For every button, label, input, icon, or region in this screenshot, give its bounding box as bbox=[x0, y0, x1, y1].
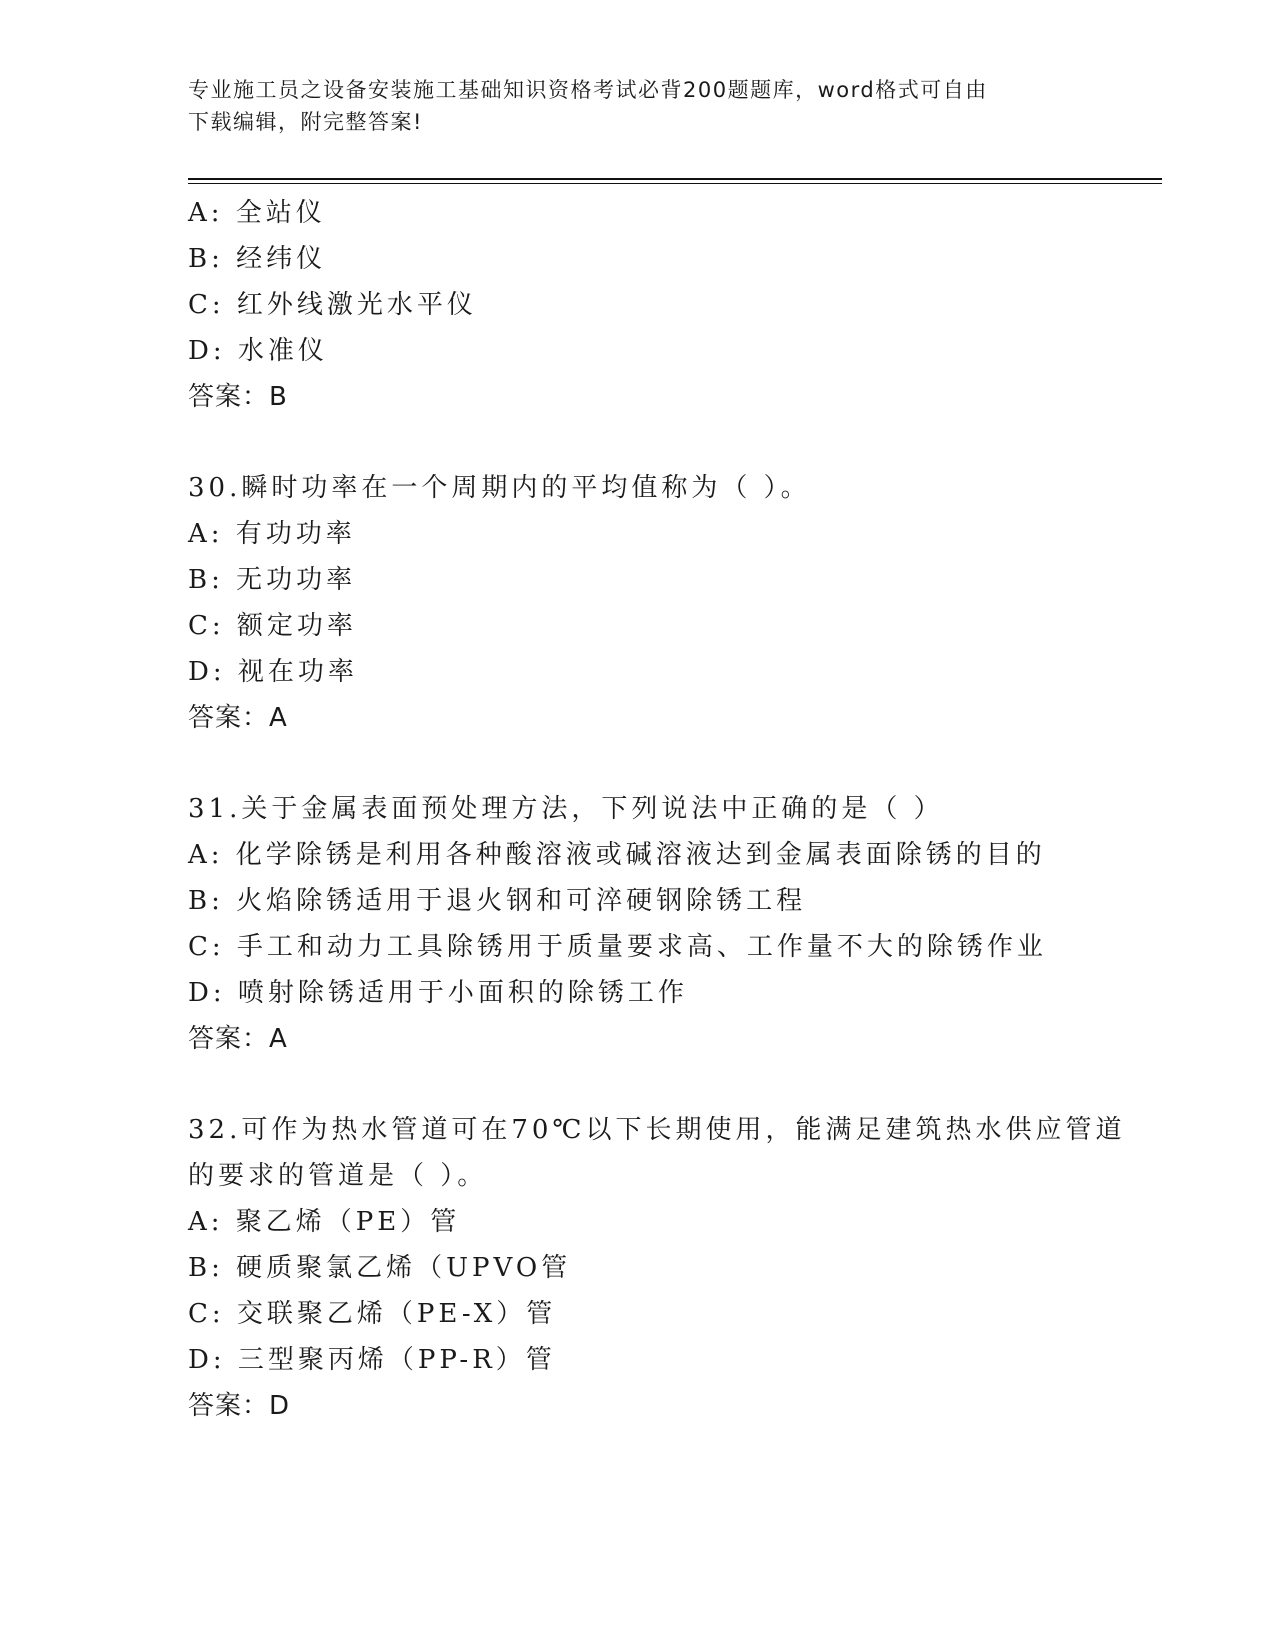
answer-line: 答案：D bbox=[188, 1391, 291, 1421]
option-b: B: 经纬仪 bbox=[188, 244, 327, 274]
header-rule-thick bbox=[188, 178, 1162, 180]
header-rule-thin bbox=[188, 183, 1162, 184]
header-line-1: 专业施工员之设备安装施工基础知识资格考试必背200题题库，word格式可自由 bbox=[188, 78, 988, 102]
question-32 bbox=[188, 1107, 1126, 1429]
option-b: B: 无功功率 bbox=[188, 565, 357, 595]
spacer bbox=[188, 420, 1088, 465]
header-line-2: 下载编辑，附完整答案! bbox=[188, 110, 423, 134]
option-c: C: 额定功率 bbox=[188, 611, 357, 641]
spacer bbox=[188, 1062, 1088, 1107]
question-29 bbox=[188, 190, 1088, 420]
question-text: 30.瞬时功率在一个周期内的平均值称为（ ）。 bbox=[188, 473, 811, 503]
answer-line: 答案：A bbox=[188, 703, 288, 733]
option-b: B: 火焰除锈适用于退火钢和可淬硬钢除锈工程 bbox=[188, 886, 807, 916]
question-text: 31.关于金属表面预处理方法，下列说法中正确的是（ ） bbox=[188, 794, 944, 824]
document-header bbox=[188, 74, 1068, 138]
option-a: A: 有功功率 bbox=[188, 519, 356, 549]
option-c: C: 手工和动力工具除锈用于质量要求高、工作量不大的除锈作业 bbox=[188, 932, 1047, 962]
option-b: B: 硬质聚氯乙烯（UPVO管 bbox=[188, 1253, 572, 1283]
option-d: D: 水准仪 bbox=[188, 336, 328, 366]
spacer bbox=[188, 741, 1088, 786]
answer-line: 答案：B bbox=[188, 382, 288, 412]
option-a: A: 聚乙烯（PE）管 bbox=[188, 1207, 461, 1237]
option-c: C: 交联聚乙烯（PE-X）管 bbox=[188, 1299, 557, 1329]
option-d: D: 喷射除锈适用于小面积的除锈工作 bbox=[188, 978, 688, 1008]
option-d: D: 视在功率 bbox=[188, 657, 358, 687]
question-30 bbox=[188, 465, 1088, 741]
option-c: C: 红外线激光水平仪 bbox=[188, 290, 477, 320]
answer-line: 答案：A bbox=[188, 1024, 288, 1054]
option-a: A: 全站仪 bbox=[188, 198, 326, 228]
question-text-line-1: 32.可作为热水管道可在70℃以下长期使用，能满足建筑热水供应管道 bbox=[188, 1115, 1126, 1145]
option-a: A: 化学除锈是利用各种酸溶液或碱溶液达到金属表面除锈的目的 bbox=[188, 840, 1046, 870]
question-text-line-2: 的要求的管道是（ ）。 bbox=[188, 1161, 488, 1191]
option-d: D: 三型聚丙烯（PP-R）管 bbox=[188, 1345, 556, 1375]
question-31 bbox=[188, 786, 1088, 1062]
question-list bbox=[188, 190, 1126, 1429]
